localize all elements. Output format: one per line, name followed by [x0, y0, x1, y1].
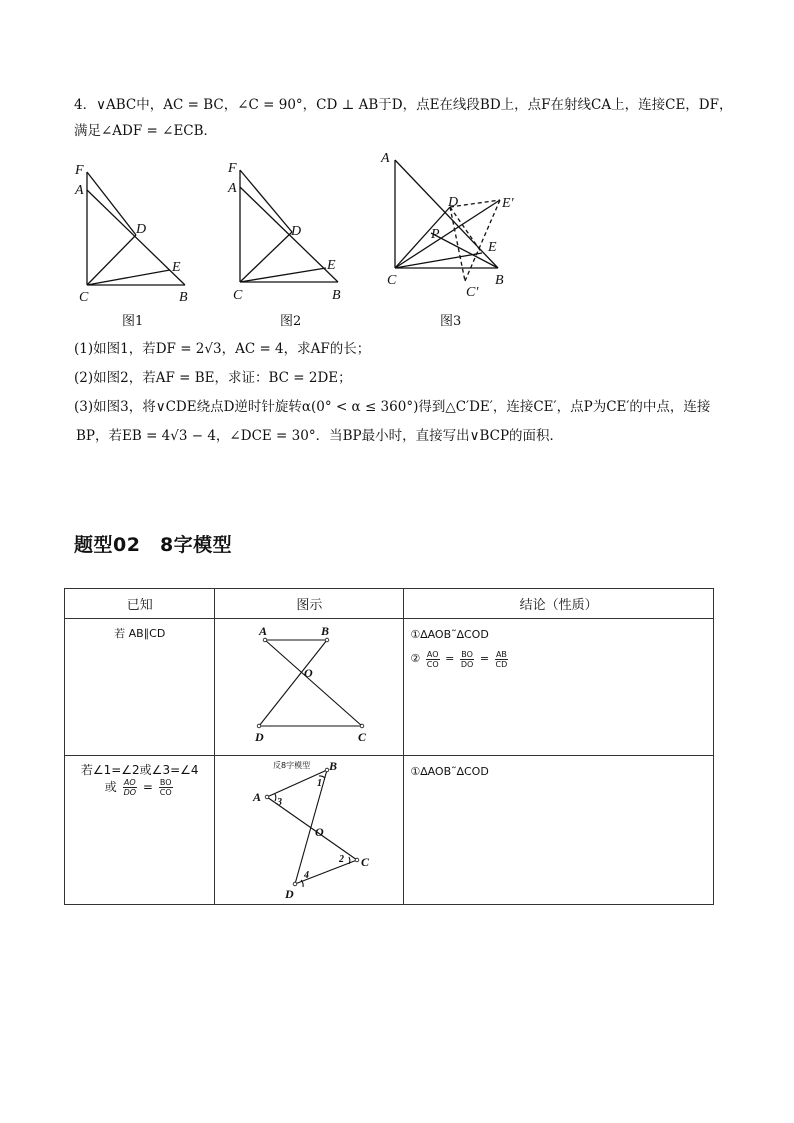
row2-figure-svg	[215, 756, 401, 901]
row1-label-d: D	[255, 730, 265, 744]
figures-svg	[70, 150, 550, 335]
row2-label-3: 3	[277, 797, 283, 808]
fraction-bo-do	[460, 650, 474, 669]
fig3-label-a: A	[381, 151, 390, 166]
fig3-label-b: B	[495, 273, 504, 288]
row2-conclusion-cell	[404, 756, 714, 905]
fig1-label-e: E	[172, 260, 181, 275]
row2-label-1: 1	[317, 778, 323, 789]
problem-line-1: 4．∨ABC中，AC = BC，∠C = 90°，CD ⊥ AB于D，点E在线段BD上，点F在射线CA上，连接CE，DF，	[74, 97, 733, 113]
fig3-label-c: C	[387, 273, 397, 288]
row1-line-ac	[265, 640, 362, 726]
fraction-ao-co	[426, 650, 440, 669]
frac-den: CO	[426, 659, 439, 669]
row2-angle-2	[349, 857, 350, 864]
fig3-label-e-prime: E′	[502, 196, 514, 211]
fraction-bo-co	[159, 778, 173, 797]
row1-figure-cell	[215, 619, 404, 756]
model-table	[64, 588, 714, 905]
question-2: (2)如图2，若AF = BE，求证：BC = 2DE；	[74, 370, 352, 386]
frac-den: DO	[123, 788, 137, 797]
fig1-label-a: A	[75, 183, 84, 198]
fig2-label-e: E	[327, 258, 336, 273]
fig3-caption: 图3	[440, 314, 462, 329]
fig2-label-b: B	[332, 288, 341, 303]
row2-given-line-1: 若∠1=∠2或∠3=∠4	[80, 763, 199, 777]
table-row	[65, 756, 714, 905]
fig2-caption: 图2	[280, 314, 302, 329]
fig3-line-ce	[395, 253, 482, 268]
row2-given	[65, 756, 214, 803]
fig2-label-c: C	[233, 288, 243, 303]
row2-given-cell	[65, 756, 215, 905]
header-figure: 图示	[215, 589, 404, 619]
row2-label-o: O	[315, 825, 325, 839]
row1-c2-prefix: ②	[410, 652, 421, 665]
frac-den: CD	[495, 659, 508, 669]
fig3-label-e: E	[488, 240, 497, 255]
equals-sign: =	[479, 652, 490, 665]
row2-figure-title: 反8字模型	[273, 761, 311, 770]
section-title: 题型02 8字模型	[74, 534, 233, 556]
row1-given: 若 AB∥CD	[114, 627, 166, 640]
row1-figure-svg	[215, 619, 401, 749]
question-3-line-1: (3)如图3，将∨CDE绕点D逆时针旋转α(0° < α ≤ 360°)得到△C′DE′，连接CE′，点P为CE′的中点，连接	[74, 399, 711, 415]
equals-sign: =	[142, 780, 153, 794]
frac-den: DO	[460, 659, 474, 669]
row2-figure-cell	[215, 756, 404, 905]
fig2-label-d: D	[291, 224, 302, 239]
fig3-label-p: P	[431, 227, 440, 242]
questions	[74, 335, 754, 451]
row1-label-a: A	[259, 624, 268, 638]
fig1-label-c: C	[79, 290, 89, 305]
row1-conclusion-1: ①∆AOB˜∆COD	[410, 628, 489, 641]
row1-conclusion-cell	[404, 619, 714, 756]
equals-sign: =	[445, 652, 455, 665]
figure-3-diagram	[395, 160, 500, 281]
row2-label-b: B	[329, 759, 338, 773]
row2-conclusion	[404, 756, 713, 788]
frac-num: AO	[426, 649, 439, 659]
frac-num: AO	[123, 778, 136, 787]
row2-label-4: 4	[304, 870, 310, 881]
frac-num: BO	[159, 778, 172, 787]
row2-given-line-2	[69, 778, 210, 797]
fig1-label-b: B	[179, 290, 188, 305]
row1-given-cell	[65, 619, 215, 756]
row2-angle-3	[275, 794, 276, 801]
row2-given-prefix: 或	[104, 780, 117, 794]
row1-line-bd	[259, 640, 327, 726]
fig2-line-fd	[240, 170, 292, 232]
fig1-label-f: F	[75, 163, 84, 178]
fig1-caption: 图1	[122, 314, 144, 329]
row1-conclusion	[404, 619, 713, 675]
row2-label-d: D	[285, 887, 295, 901]
problem-line-2: 满足∠ADF = ∠ECB．	[74, 123, 218, 139]
row1-label-c: C	[358, 730, 367, 744]
problem-statement	[74, 92, 734, 144]
fraction-ab-cd	[495, 650, 509, 669]
header-conclusion: 结论（性质）	[404, 589, 714, 619]
row1-label-b: B	[321, 624, 330, 638]
table-row	[65, 619, 714, 756]
row2-label-a: A	[253, 790, 262, 804]
header-given: 已知	[65, 589, 215, 619]
question-1: (1)如图1，若DF = 2√3，AC = 4，求AF的长；	[74, 341, 371, 357]
fraction-ao-do	[123, 778, 137, 797]
frac-num: AB	[495, 649, 507, 659]
question-3-line-2: BP，若EB = 4√3 − 4，∠DCE = 30°．当BP最小时，直接写出∨BCP的面积．	[76, 428, 564, 444]
row2-label-c: C	[361, 855, 370, 869]
fig3-label-d: D	[448, 195, 459, 210]
fig3-label-c-prime: C′	[466, 285, 479, 300]
table-header-row	[65, 589, 714, 619]
figures-row	[70, 150, 550, 335]
fig1-label-d: D	[136, 222, 147, 237]
frac-den: CO	[159, 788, 172, 797]
row2-conclusion-1: ①∆AOB˜∆COD	[410, 765, 489, 778]
fig1-line-fd	[87, 172, 136, 235]
frac-num: BO	[461, 649, 473, 659]
row1-label-o: O	[304, 666, 314, 680]
figure-2-diagram	[240, 170, 338, 282]
fig2-label-f: F	[228, 161, 237, 176]
fig2-label-a: A	[228, 181, 237, 196]
row1-conclusion-2	[410, 649, 707, 669]
row2-label-2: 2	[339, 854, 345, 865]
